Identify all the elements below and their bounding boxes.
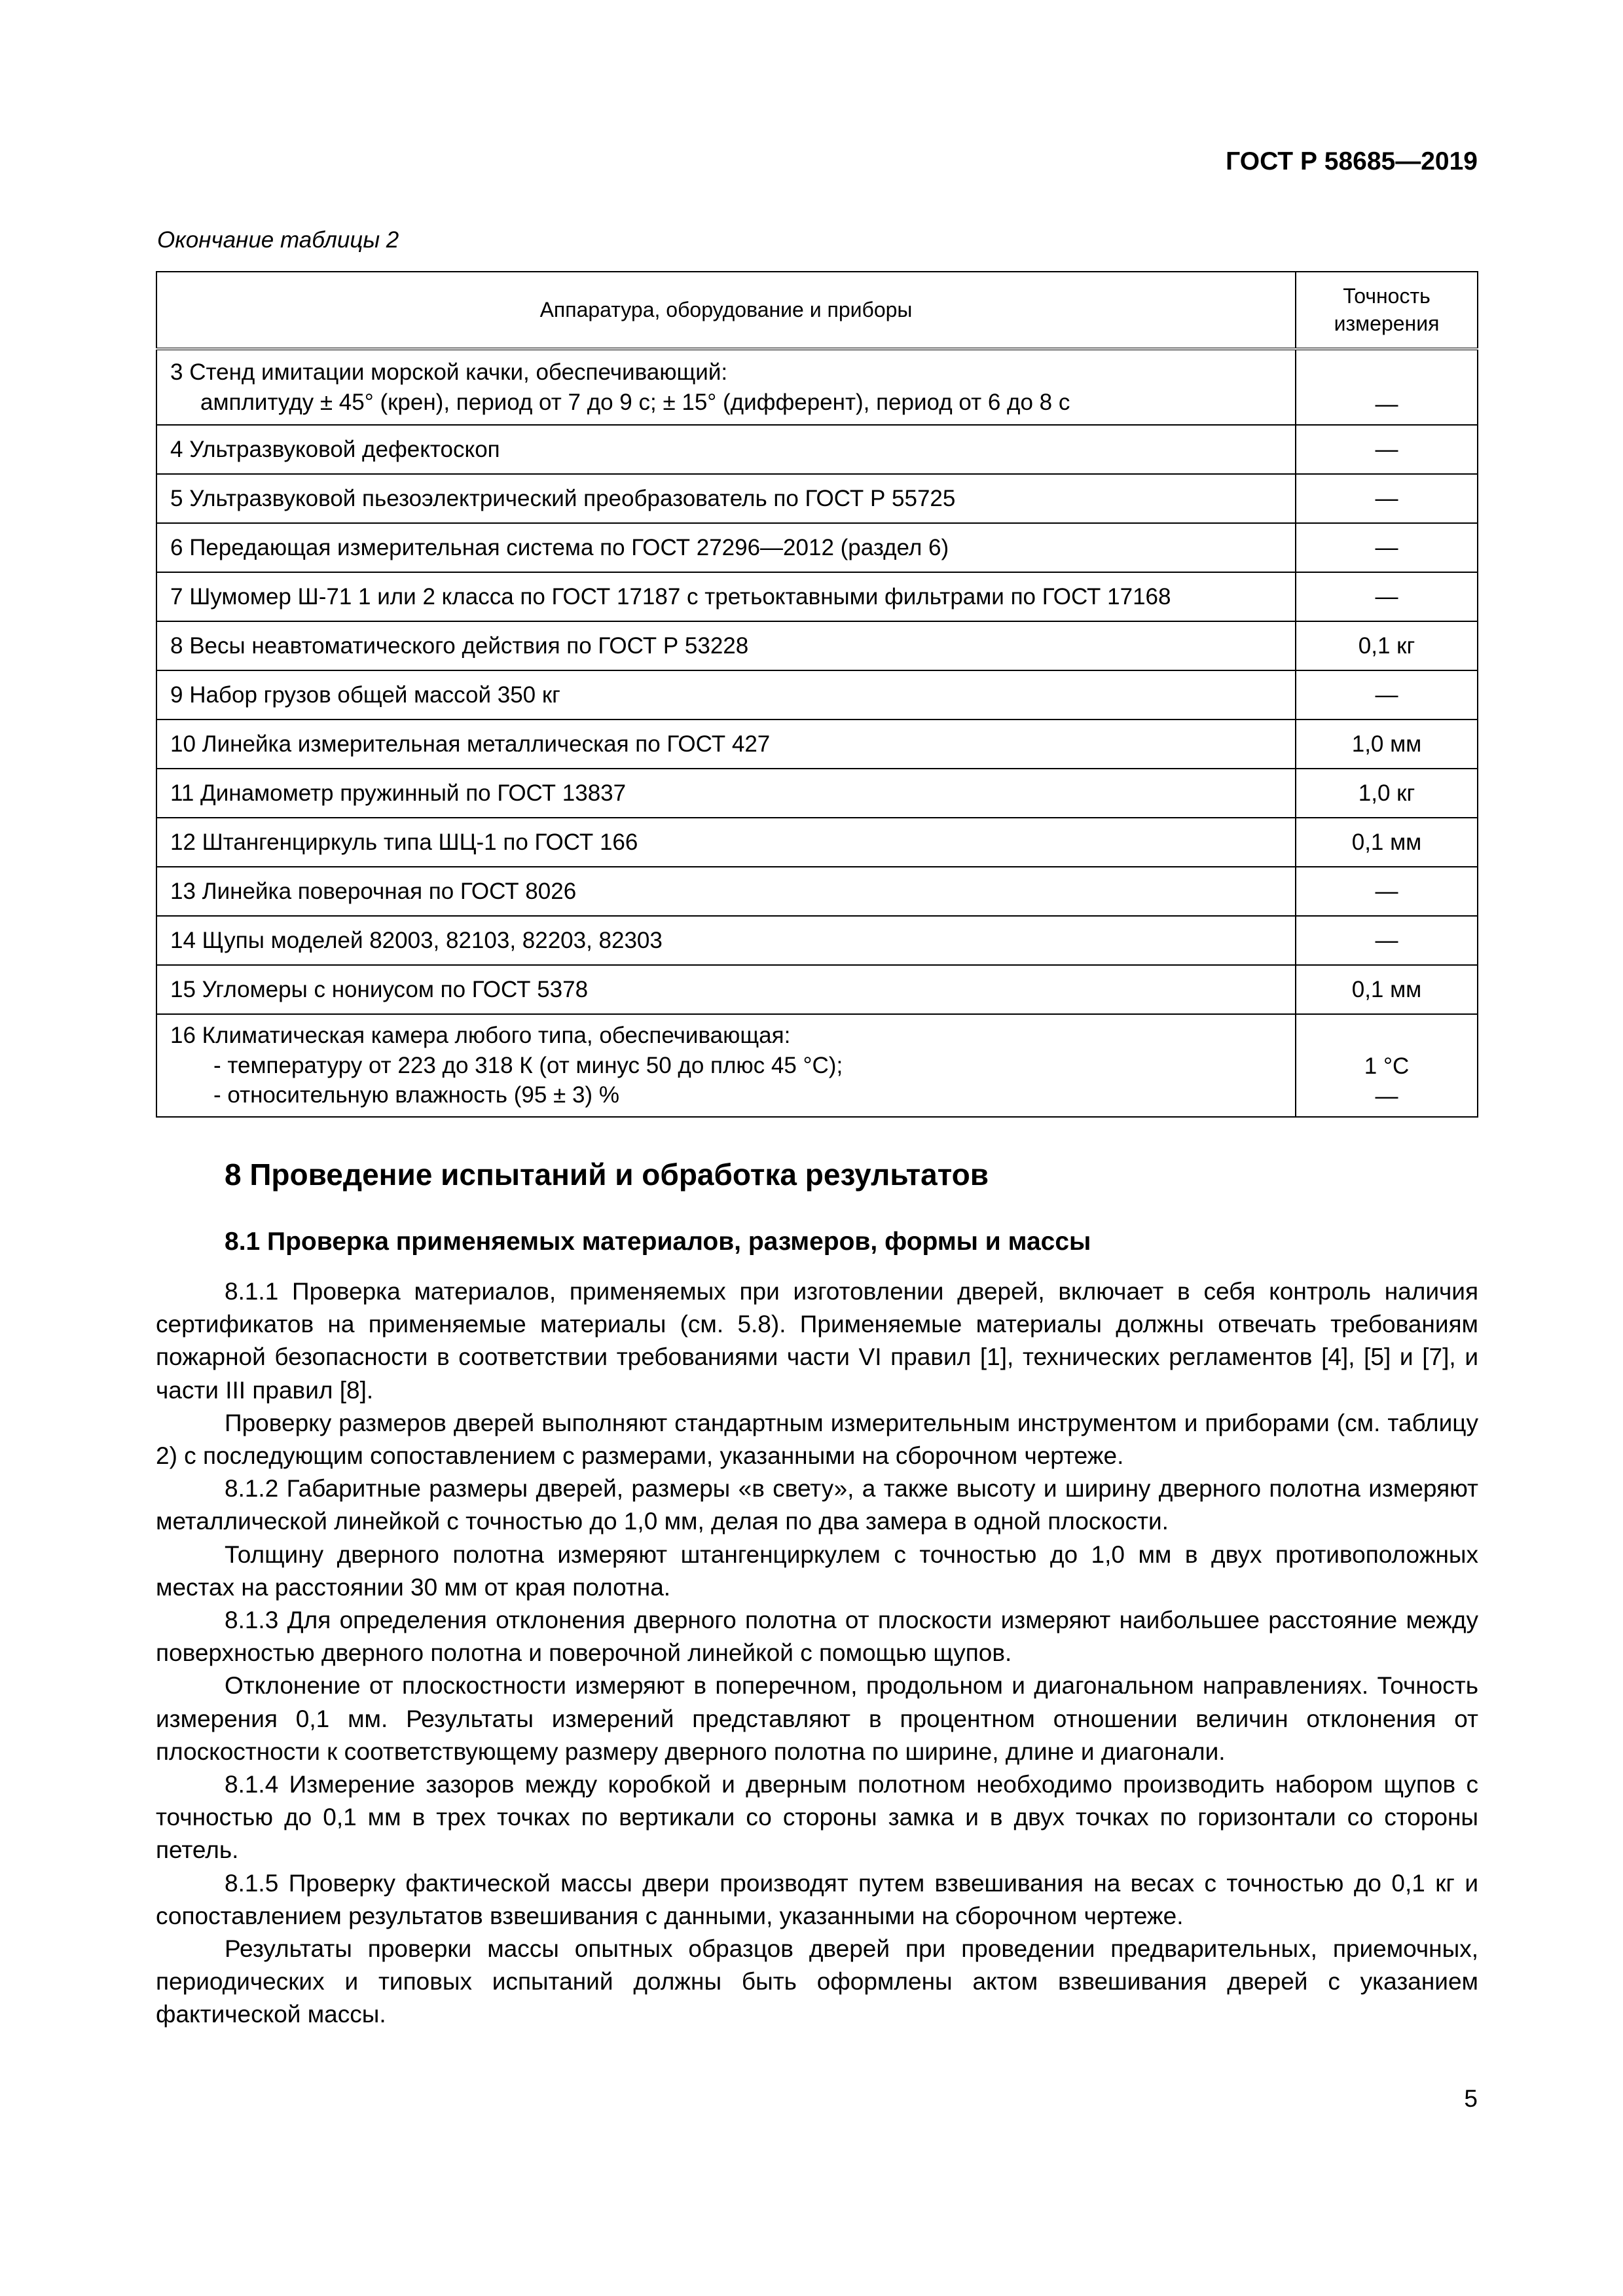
equipment-name: 4 Ультразвуковой дефектоскоп [156,425,1296,474]
accuracy-value: — [1296,867,1478,916]
equipment-name: 9 Набор грузов общей массой 350 кг [156,670,1296,720]
table-row [156,867,1478,916]
equipment-item: 16 Климатическая камера любого типа, обеспечивающая: [170,1023,791,1049]
table-row [156,720,1478,769]
equipment-name [156,1014,1296,1117]
equipment-name: 10 Линейка измерительная металлическая по ГОСТ 427 [156,720,1296,769]
accuracy-value: 0,1 кг [1296,621,1478,670]
table-row [156,965,1478,1014]
standard-code: ГОСТ Р 58685—2019 [1226,147,1478,175]
accuracy-cell [1296,349,1478,425]
equipment-name: 14 Щупы моделей 82003, 82103, 82203, 82303 [156,916,1296,965]
column-header-accuracy-text: Точность измерения [1334,283,1440,335]
page-number: 5 [1464,2085,1478,2112]
table-row [156,425,1478,474]
table-row [156,670,1478,720]
paragraph: Толщину дверного полотна измеряют штангенциркулем с точностью до 1,0 мм в двух противоположных местах на расстоянии 30 мм от края полотна. [156,1540,1478,1601]
equipment-subitem: - температуру от 223 до 318 К (от минус 50 до плюс 45 °C); [213,1052,843,1078]
accuracy-value: 0,1 мм [1296,965,1478,1014]
table-row [156,523,1478,572]
accuracy-value: 1 °C [1364,1053,1410,1079]
table-row [156,916,1478,965]
section-heading: 8 Проведение испытаний и обработка результатов [225,1157,989,1192]
accuracy-value: — [1375,391,1398,417]
paragraph: Результаты проверки массы опытных образцов дверей при проведении предварительных, приемочных, периодических и типовых испытаний должны быть оформлены актом взвешивания дверей с указанием фактической массы. [156,1935,1478,2028]
accuracy-cell [1296,1014,1478,1117]
subsection-heading: 8.1 Проверка применяемых материалов, размеров, формы и массы [225,1228,1091,1256]
equipment-name [156,349,1296,425]
accuracy-value: — [1296,474,1478,523]
equipment-subitem: - относительную влажность (95 ± 3) % [213,1082,619,1108]
equipment-name: 13 Линейка поверочная по ГОСТ 8026 [156,867,1296,916]
column-header-equipment: Аппаратура, оборудование и приборы [156,272,1296,349]
column-header-accuracy [1296,272,1478,349]
paragraph: Отклонение от плоскостности измеряют в поперечном, продольном и диагональном направлениях. Точность измерения 0,1 мм. Результаты измерений представляют в процентном отношении величин отклонения от плоскостности к соответствующему размеру дверного полотна по ширине, длине и диагонали. [156,1672,1478,1765]
paragraph: 8.1.4 Измерение зазоров между коробкой и дверным полотном необходимо производить набором щупов с точностью до 0,1 мм в трех точках по вертикали со стороны замка и в двух точках по горизонтали со стороны петель. [156,1771,1478,1864]
table-caption: Окончание таблицы 2 [157,227,399,253]
paragraph: Проверку размеров дверей выполняют стандартным измерительным инструментом и приборами (см. таблицу 2) с последующим сопоставлением с размерами, указанными на сборочном чертеже. [156,1409,1478,1470]
accuracy-value: — [1296,916,1478,965]
table-row [156,349,1478,425]
table-row [156,818,1478,867]
equipment-name: 8 Весы неавтоматического действия по ГОСТ Р 53228 [156,621,1296,670]
accuracy-value: 0,1 мм [1296,818,1478,867]
paragraph: 8.1.2 Габаритные размеры дверей, размеры «в свету», а также высоту и ширину дверного полотна измеряют металлической линейкой с точностью до 1,0 мм, делая по два замера в одной плоскости. [156,1475,1478,1535]
accuracy-value: — [1375,1083,1398,1109]
paragraph: 8.1.3 Для определения отклонения дверного полотна от плоскости измеряют наибольшее расстояние между поверхностью дверного полотна и поверочной линейкой с помощью щупов. [156,1607,1478,1667]
accuracy-value: — [1296,670,1478,720]
accuracy-value: — [1296,425,1478,474]
equipment-name: 12 Штангенциркуль типа ШЦ-1 по ГОСТ 166 [156,818,1296,867]
equipment-name: 11 Динамометр пружинный по ГОСТ 13837 [156,769,1296,818]
equipment-item: 3 Стенд имитации морской качки, обеспечивающий: [170,359,728,385]
table-row [156,769,1478,818]
table-row [156,572,1478,621]
paragraph: 8.1.5 Проверку фактической массы двери производят путем взвешивания на весах с точностью до 0,1 кг и сопоставлением результатов взвешивания с данными, указанными на сборочном чертеже. [156,1869,1478,1929]
equipment-table [156,271,1478,1118]
table-row [156,474,1478,523]
accuracy-value: — [1296,572,1478,621]
body-text [156,1275,1478,2032]
accuracy-value: 1,0 кг [1296,769,1478,818]
accuracy-value: 1,0 мм [1296,720,1478,769]
equipment-subitem: амплитуду ± 45° (крен), период от 7 до 9 с; ± 15° (дифферент), период от 6 до 8 с [200,389,1070,415]
equipment-name: 15 Угломеры с нониусом по ГОСТ 5378 [156,965,1296,1014]
accuracy-value: — [1296,523,1478,572]
paragraph: 8.1.1 Проверка материалов, применяемых при изготовлении дверей, включает в себя контроль наличия сертификатов на применяемые материалы (см. 5.8). Применяемые материалы должны отвечать требованиям пожарной безопасности в соответствии требованиями части VI правил [1], технических регламентов [4], [5] и [7], и части III правил [8]. [156,1278,1478,1404]
equipment-name: 5 Ультразвуковой пьезоэлектрический преобразователь по ГОСТ Р 55725 [156,474,1296,523]
table-row [156,621,1478,670]
equipment-name: 6 Передающая измерительная система по ГОСТ 27296—2012 (раздел 6) [156,523,1296,572]
equipment-name: 7 Шумомер Ш-71 1 или 2 класса по ГОСТ 17187 с третьоктавными фильтрами по ГОСТ 17168 [156,572,1296,621]
table-row [156,1014,1478,1117]
